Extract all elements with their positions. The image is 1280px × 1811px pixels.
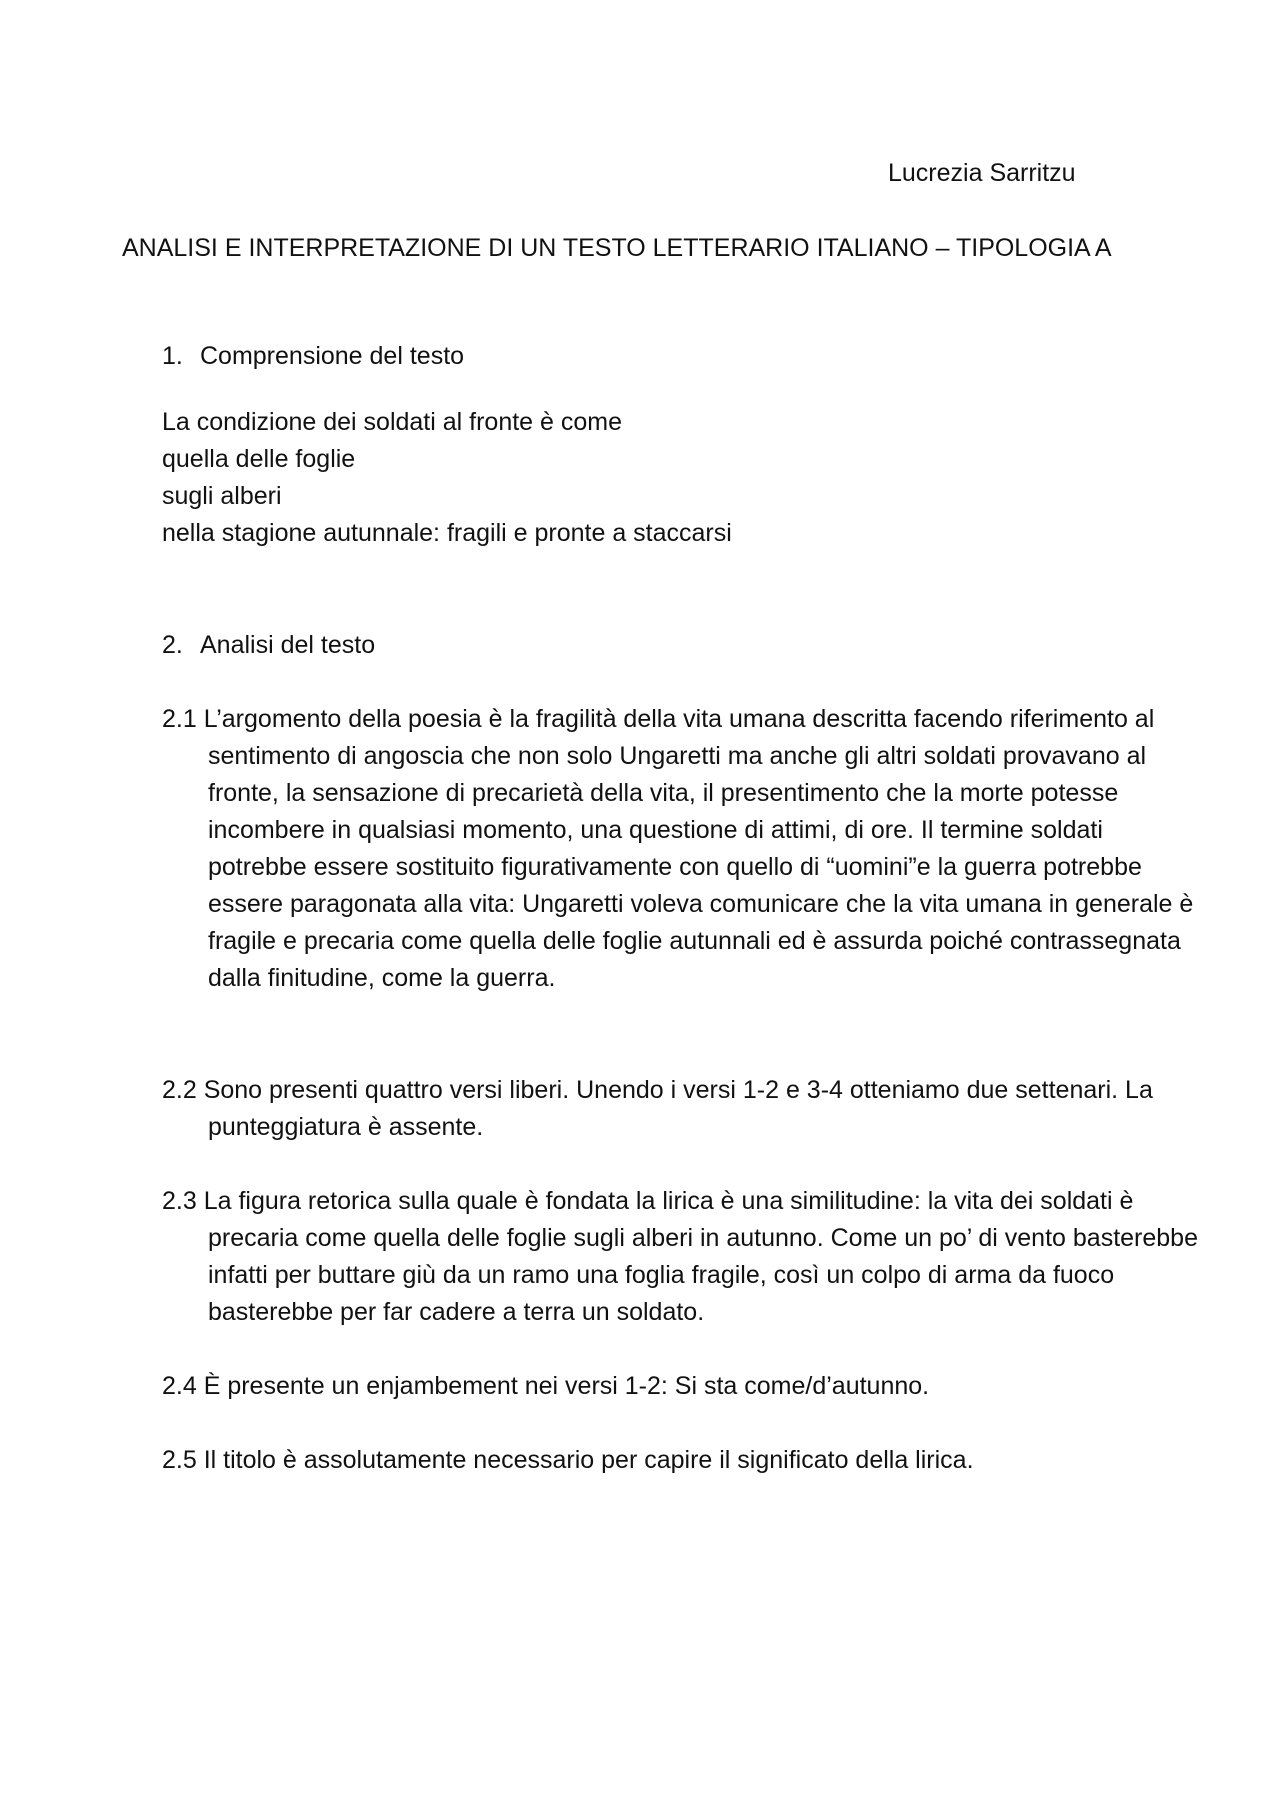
section-number: 1. xyxy=(162,342,183,370)
analysis-item-text: punteggiatura è assente. xyxy=(208,1113,484,1141)
paraphrase-line: quella delle foglie xyxy=(162,445,356,473)
paraphrase-line: sugli alberi xyxy=(162,482,282,510)
paraphrase-line: nella stagione autunnale: fragili e pronte a staccarsi xyxy=(162,519,732,547)
analysis-item-2-4: 2.4 È presente un enjambement nei versi 1-2: Si sta come/d’autunno. xyxy=(162,1372,930,1400)
paraphrase-line: La condizione dei soldati al fronte è come xyxy=(162,408,623,436)
analysis-item-2-2 xyxy=(162,1072,1198,1146)
section-title: Comprensione del testo xyxy=(200,342,465,370)
analysis-item-2-3: 2.3 La figura retorica sulla quale è fondata la lirica è una similitudine: la vita dei soldati è precaria come quella delle foglie sugli alberi in autunno. Come un po’ di vento basterebbe infatti per buttare giù da un ramo una foglia fragile, così un colpo di arma da fuoco basterebbe per far cadere a terra un soldato. xyxy=(162,1187,1198,1326)
section-title: Analisi del testo xyxy=(200,631,376,659)
section-heading-analisi xyxy=(162,627,375,664)
section-heading-comprensione xyxy=(162,338,464,375)
author-name: Lucrezia Sarritzu xyxy=(888,159,1076,187)
analysis-item-2-1: 2.1 L’argomento della poesia è la fragilità della vita umana descritta facendo riferimento al sentimento di angoscia che non solo Ungaretti ma anche gli altri soldati provavano al fronte, la sensazione di precarietà della vita, il presentimento che la morte potesse incombere in qualsiasi momento, una questione di attimi, di ore. Il termine soldati potrebbe essere sostituito figurativamente con quello di “uomini”e la guerra potrebbe essere paragonata alla vita: Ungaretti voleva comunicare che la vita umana in generale è fragile e precaria come quella delle foglie autunnali ed è assurda poiché contrassegnata dalla finitudine, come la guerra. xyxy=(162,705,1194,992)
paraphrase-lines xyxy=(162,404,732,552)
analysis-item-text: 2.2 Sono presenti quattro versi liberi. Unendo i versi 1-2 e 3-4 otteniamo due settenari. La xyxy=(162,1076,1153,1104)
analysis-item-2-5: 2.5 Il titolo è assolutamente necessario per capire il significato della lirica. xyxy=(162,1446,974,1474)
document-title: ANALISI E INTERPRETAZIONE DI UN TESTO LETTERARIO ITALIANO – TIPOLOGIA A xyxy=(122,234,1112,262)
section-number: 2. xyxy=(162,631,183,659)
